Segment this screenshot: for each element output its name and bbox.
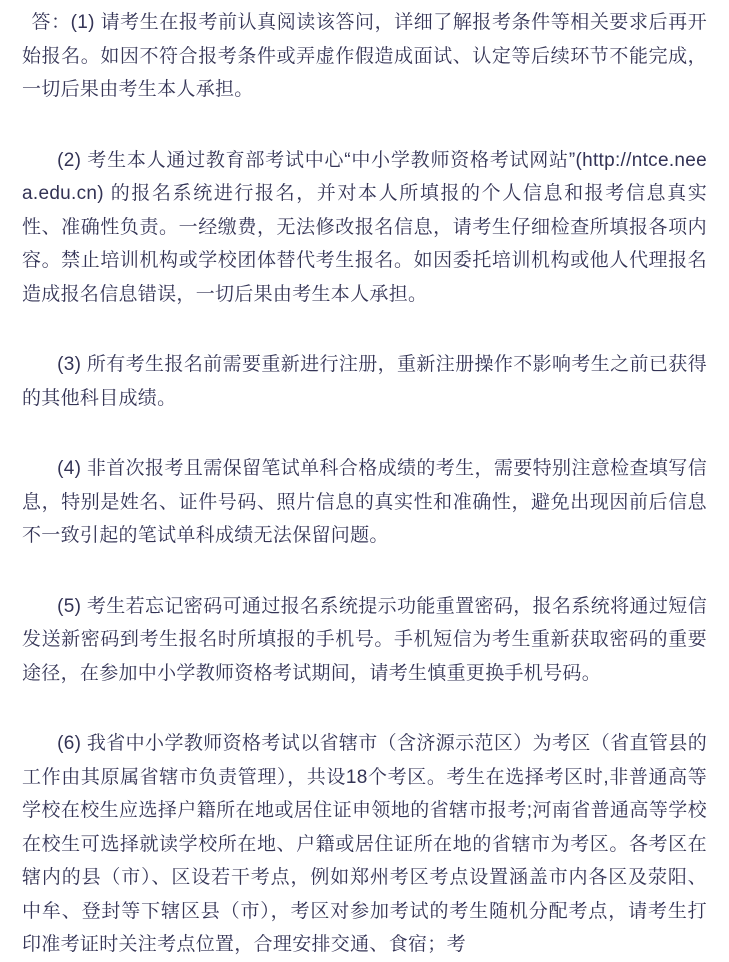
answer-paragraph-6: (6) 我省中小学教师资格考试以省辖市（含济源示范区）为考区（省直管县的工作由其原属省辖市负责管理），共设18个考区。考生在选择考区时,非普通高等学校在校生应选择户籍所在地或居住证申领地的省辖市报考;河南省普通高等学校在校生可选择就读学校所在地、户籍或居住证所在地的省辖市为考区。各考区在辖内的县（市）、区设若干考点，例如郑州考区考点设置涵盖市内各区及荥阳、中牟、登封等下辖区县（市），考区对参加考试的考生随机分配考点，请考生打印准考证时关注考点位置，合理安排交通、食宿；考: [22, 733, 707, 955]
answer-paragraph-3: (3) 所有考生报名前需要重新进行注册，重新注册操作不影响考生之前已获得的其他科目成绩。: [22, 354, 707, 409]
answer-paragraph-4: (4) 非首次报考且需保留笔试单科合格成绩的考生，需要特别注意检查填写信息，特别是姓名、证件号码、照片信息的真实性和准确性，避免出现因前后信息不一致引起的笔试单科成绩无法保留问题。: [22, 458, 707, 546]
answer-paragraph-5: (5) 考生若忘记密码可通过报名系统提示功能重置密码，报名系统将通过短信发送新密码到考生报名时所填报的手机号。手机短信为考生重新获取密码的重要途径，在参加中小学教师资格考试期间，请考生慎重更换手机号码。: [22, 595, 707, 684]
answer-paragraph-1: 答：(1) 请考生在报考前认真阅读该答问，详细了解报考条件等相关要求后再开始报名。如因不符合报考条件或弄虚作假造成面试、认定等后续环节不能完成，一切后果由考生本人承担。: [22, 12, 707, 100]
answer-paragraph-2: (2) 考生本人通过教育部考试中心“中小学教师资格考试网站”(http://ntce.neea.edu.cn) 的报名系统进行报名，并对本人所填报的个人信息和报考信息真实性、准确性负责。一经缴费，无法修改报名信息，请考生仔细检查所填报各项内容。禁止培训机构或学校团体替代考生报名。如因委托培训机构或他人代理报名造成报名信息错误，一切后果由考生本人承担。: [22, 149, 707, 305]
